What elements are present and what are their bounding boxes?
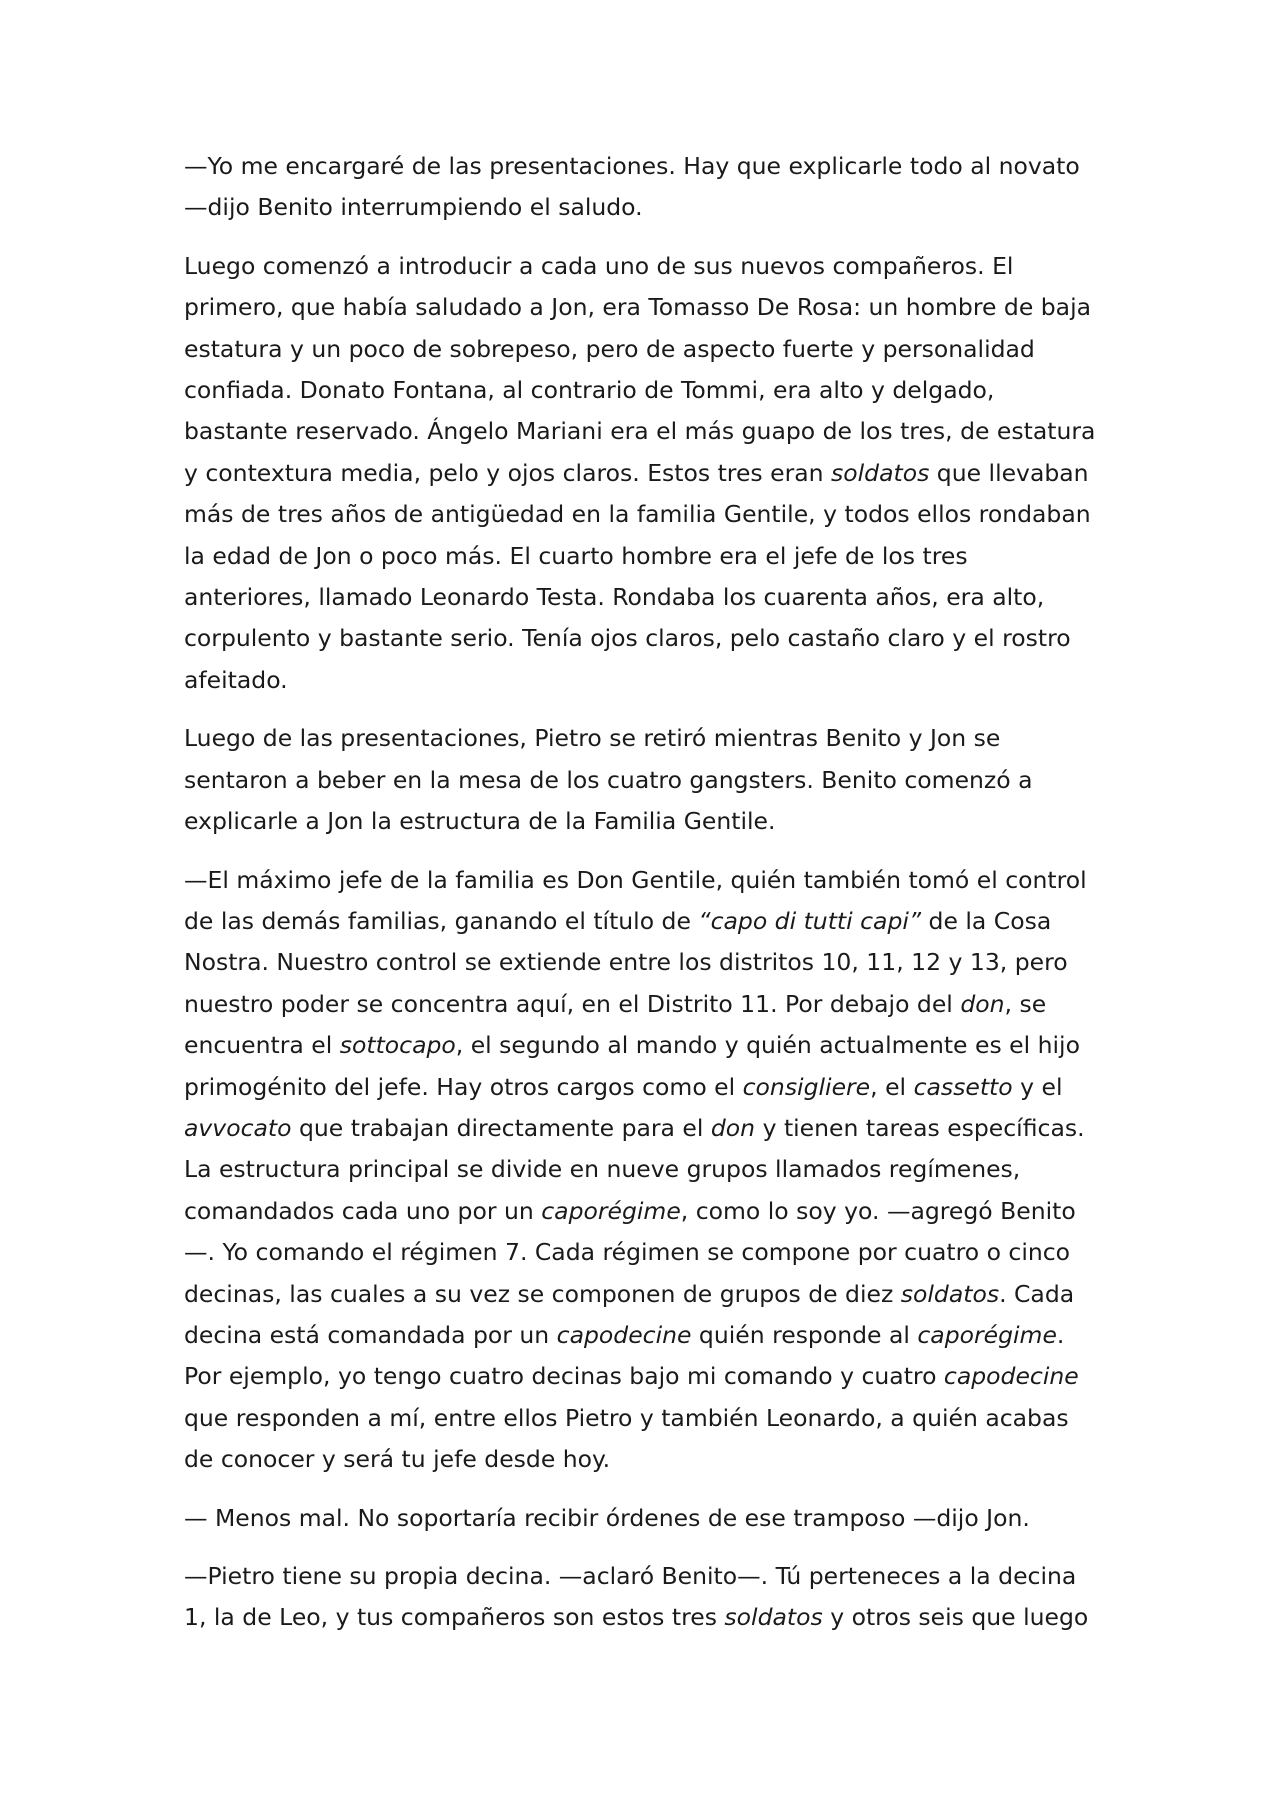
- text-run: Luego de las presentaciones, Pietro se retiró mientras Benito y Jon se sentaron a beber en la mesa de los cuatro gangsters. Benito comenzó a explicarle a Jon la estructura de la Familia Gentile.: [184, 724, 1033, 836]
- italic-text-run: soldatos: [831, 458, 930, 487]
- paragraph: [184, 246, 1099, 701]
- paragraph: [184, 146, 1099, 229]
- paragraph: [184, 718, 1099, 842]
- text-run: y otros seis que luego: [822, 1603, 1089, 1632]
- italic-text-run: avvocato: [184, 1113, 292, 1142]
- document-page: [184, 146, 1099, 1656]
- italic-text-run: caporégime: [917, 1320, 1057, 1349]
- text-run: —Yo me encargaré de las presentaciones. Hay que explicarle todo al novato —dijo Benito interrumpiendo el saludo.: [184, 152, 1080, 222]
- italic-text-run: soldatos: [724, 1603, 823, 1632]
- text-run: y el: [1012, 1072, 1063, 1101]
- italic-text-run: caporégime: [541, 1196, 681, 1225]
- text-run: . Por ejemplo, yo tengo cuatro decinas bajo mi comando y cuatro: [184, 1320, 1065, 1391]
- text-run: , se encuentra el: [184, 989, 1047, 1060]
- italic-text-run: cassetto: [913, 1072, 1013, 1101]
- text-run: que responden a mí, entre ellos Pietro y también Leonardo, a quién acabas de conocer y será tu jefe desde hoy.: [184, 1403, 1069, 1474]
- paragraph: [184, 860, 1099, 1481]
- text-run: , el segundo al mando y quién actualmente es el hijo primogénito del jefe. Hay otros cargos como el: [184, 1031, 1080, 1101]
- text-run: , como lo soy yo. —agregó Benito —. Yo comando el régimen 7. Cada régimen se compone por cuatro o cinco decinas, las cuales a su vez se componen de grupos de diez: [184, 1196, 1076, 1308]
- text-run: . Cada decina está comandada por un: [184, 1279, 1075, 1349]
- italic-text-run: don: [710, 1113, 756, 1142]
- italic-text-run: capodecine: [943, 1362, 1079, 1391]
- italic-text-run: consigliere: [742, 1072, 871, 1101]
- text-run: , el: [870, 1072, 914, 1101]
- italic-text-run: don: [960, 989, 1005, 1018]
- italic-text-run: capodecine: [556, 1320, 692, 1349]
- paragraph: [184, 1498, 1099, 1539]
- text-run: que trabajan directamente para el: [291, 1113, 711, 1142]
- italic-text-run: “capo di tutti capi”: [698, 906, 922, 935]
- text-run: —El máximo jefe de la familia es Don Gentile, quién también tomó el control de las demás familias, ganando el título de: [184, 865, 1087, 935]
- text-run: que llevaban más de tres años de antigüedad en la familia Gentile, y todos ellos rondaban la edad de Jon o poco más. El cuarto hombre era el jefe de los tres anteriores, llamado Leonardo Testa. Rondaba los cuarenta años, era alto, corpulento y bastante serio. Tenía ojos claros, pelo castaño claro y el rostro afeitado.: [184, 458, 1091, 694]
- text-run: y tienen tareas específicas. La estructura principal se divide en nueve grupos llamados regímenes, comandados cada uno por un: [184, 1113, 1085, 1225]
- text-run: — Menos mal. No soportaría recibir órdenes de ese tramposo —dijo Jon.: [184, 1503, 1030, 1532]
- italic-text-run: sottocapo: [339, 1031, 456, 1060]
- text-run: Luego comenzó a introducir a cada uno de sus nuevos compañeros. El primero, que había saludado a Jon, era Tomasso De Rosa: un hombre de baja estatura y un poco de sobrepeso, pero de aspecto fuerte y personalidad confiada. Donato Fontana, al contrario de Tommi, era alto y delgado, bastante reservado. Ángelo Mariani era el más guapo de los tres, de estatura y contextura media, pelo y ojos claros. Estos tres eran: [184, 251, 1096, 487]
- text-run: quién responde al: [691, 1320, 918, 1349]
- italic-text-run: soldatos: [900, 1279, 1000, 1308]
- text-run: de la Cosa Nostra. Nuestro control se extiende entre los distritos 10, 11, 12 y 13, pero nuestro poder se concentra aquí, en el Distrito 11. Por debajo del: [184, 906, 1068, 1018]
- text-run: —Pietro tiene su propia decina. —aclaró Benito—. Tú perteneces a la decina 1, la de Leo, y tus compañeros son estos tres: [184, 1562, 1077, 1632]
- paragraph: [184, 1556, 1099, 1639]
